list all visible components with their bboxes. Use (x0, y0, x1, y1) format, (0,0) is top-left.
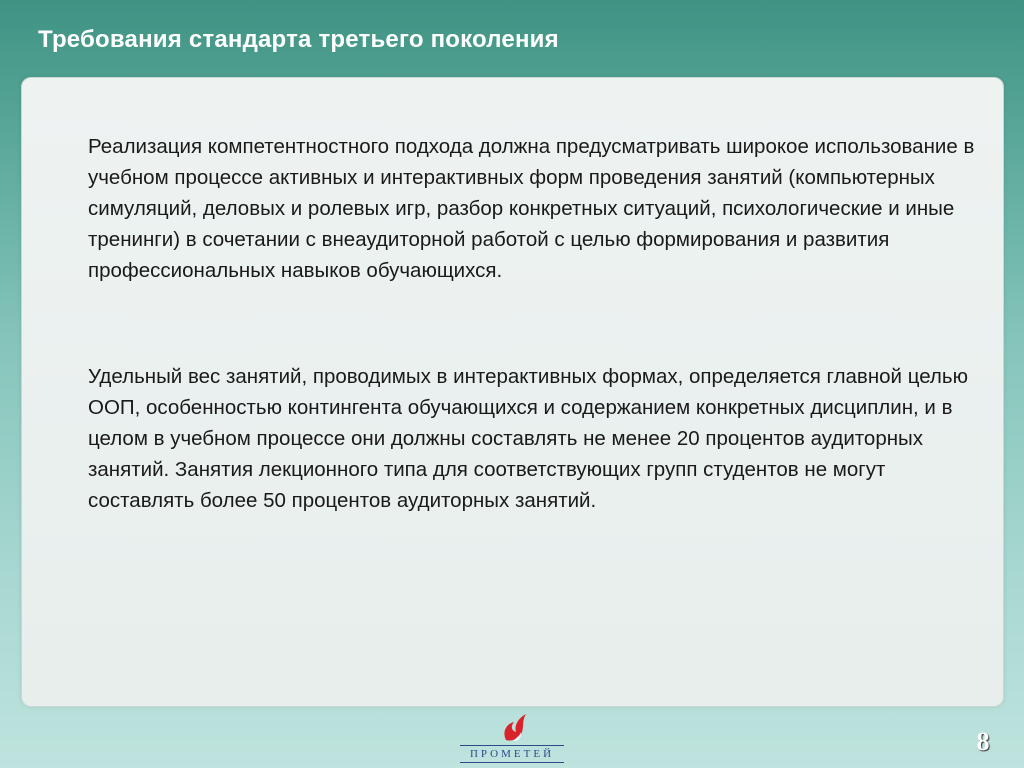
page-number: 8 (976, 727, 990, 756)
paragraph-interactive-share: Удельный вес занятий, проводимых в интерактивных формах, определяется главной целью ООП, особенностью контингента обучающихся и содержанием конкретных дисциплин, и в целом в учебном процессе они должны составлять не менее 20 процентов аудиторных занятий. Занятия лекционного типа для соответствующих групп студентов не могут составлять более 50 процентов аудиторных занятий. (88, 365, 968, 512)
flame-icon (500, 710, 530, 744)
content-card (21, 77, 1004, 707)
logo-text: ПРОМЕТЕЙ (460, 745, 564, 763)
paragraph-competence-approach: Реализация компетентностного подхода должна предусматривать широкое использование в учебном процессе активных и интерактивных форм проведения занятий (компьютерных симуляций, деловых и ролевых игр, разбор конкретных ситуаций, психологические и иные тренинги) в сочетании с внеаудиторной работой с целью формирования и развития профессиональных навыков обучающихся. (88, 135, 975, 282)
prometey-logo (460, 710, 564, 764)
slide-title: Требования стандарта третьего поколения (38, 26, 559, 53)
slide-header (0, 0, 1024, 76)
